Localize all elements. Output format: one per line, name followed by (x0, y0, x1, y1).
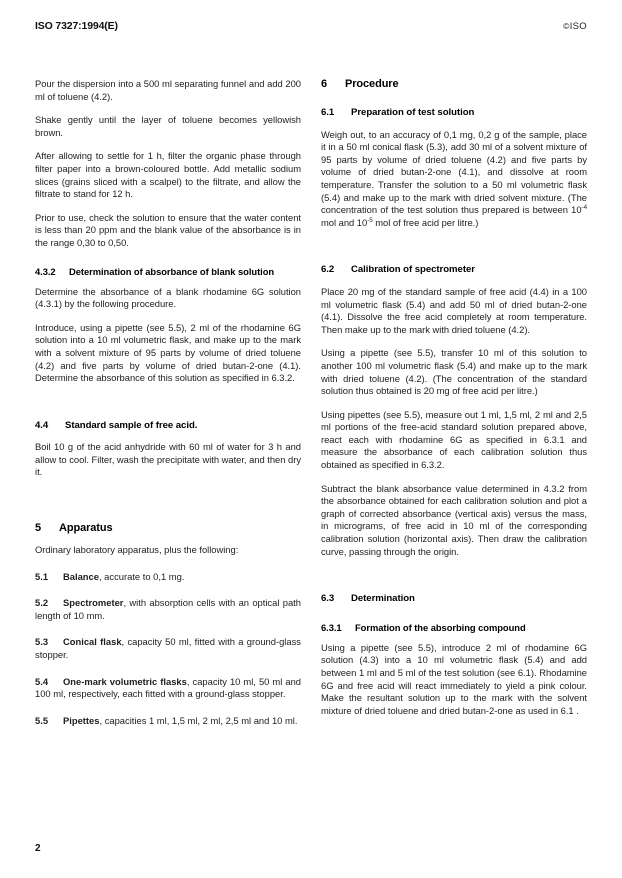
heading-clause-6 (321, 78, 587, 90)
two-column-body (35, 78, 587, 818)
clause-title-suffix: . (194, 419, 198, 431)
clause-number: 4.4 (35, 419, 49, 431)
item-description: , capacities 1 ml, 1,5 ml, 2 ml, 2,5 ml and 10 ml. (99, 714, 298, 726)
paragraph: Using pipettes (see 5.5), measure out 1 ml, 1,5 ml, 2 ml and 2,5 ml portions of the free-acid standard solution prepared above, react each with rhodamine 6G as specified in 6.3.1 and measure the absorbance of each calibration solution thus obtained as specified in 6.3.2. (321, 408, 587, 471)
paragraph: Pour the dispersion into a 500 ml separating funnel and add 200 ml of toluene (4.2). (35, 78, 301, 102)
clause-title: Determination (351, 593, 415, 605)
item-name: Spectrometer (63, 597, 124, 609)
standard-reference: ISO 7327:1994(E) (35, 20, 118, 32)
heading-6-3-1 (321, 622, 587, 633)
paragraph: Introduce, using a pipette (see 5.5), 2 ml of the rhodamine 6G solution into a 10 ml volumetric flask, and make up to the mark with a solvent mixture of 95 parts by volume of dried toluene (4.2) and five parts by volume of dried butan-2-one (4.1). Determine the absorbance of this solution as specified in 6.3.2. (35, 321, 301, 384)
paragraph: Subtract the blank absorbance value determined in 4.3.2 from the absorbance obtained for each calibration solution and plot a graph of corrected absorbance (vertical axis) versus the mass, in micrograms, of free acid in 10 ml of the corresponding calibration solution (horizontal axis). Then draw the calibration curve, passing through the origin. (321, 482, 587, 557)
paragraph-text-part-3: mol of free acid per litre.) (372, 216, 479, 228)
spacer (321, 240, 587, 247)
item-name: Pipettes (63, 714, 100, 726)
apparatus-item-5-3 (35, 636, 301, 661)
running-head (35, 20, 587, 34)
apparatus-item-5-5 (35, 715, 301, 728)
heading-6-3 (321, 593, 587, 606)
item-description: , accurate to 0,1 mg. (98, 570, 185, 582)
clause-number: 6.2 (321, 264, 335, 276)
heading-6-2 (321, 264, 587, 277)
clause-number: 6 (321, 78, 328, 90)
paragraph: Using a pipette (see 5.5), transfer 10 ml of this solution to another 100 ml volumetric flask (5.4) and make up to the mark with dried toluene (4.2). (The concentration of the standard solution thus obtained is 20 mg of free acid per litre.) (321, 347, 587, 397)
clause-title: Preparation of test solution (351, 107, 475, 118)
copyright-symbol: © (563, 20, 570, 31)
apparatus-intro: Ordinary laboratory apparatus, plus the following: (35, 544, 239, 556)
exponent-minus-five: -5 (367, 216, 373, 224)
item-description: , capacity 10 ml, 50 ml and 100 ml, respectively, each fitted with a ground-glass stopper. (35, 675, 301, 700)
item-number: 5.3 (35, 636, 49, 648)
right-column (321, 78, 587, 818)
page-number: 2 (35, 843, 41, 854)
heading-4-3-2 (35, 266, 301, 277)
item-number: 5.5 (35, 714, 49, 726)
spacer (35, 396, 301, 403)
clause-title: Determination of absorbance of blank solution (69, 265, 275, 277)
heading-4-4 (35, 420, 301, 433)
item-number: 5.4 (35, 675, 49, 687)
heading-6-1 (321, 107, 587, 120)
spacer (321, 569, 587, 576)
paragraph-with-exponents (321, 129, 587, 230)
clause-title: Formation of the absorbing compound (355, 621, 526, 633)
paragraph: Using a pipette (see 5.5), introduce 2 ml of rhodamine 6G solution (4.3) into a 10 ml volumetric flask (5.4) and add between 1 ml and 5 ml of the test solution (see 6.1). Rhodamine 6G and free acid will react immediately to yield a pink colour. Make the resultant solution up to the mark with the solvent mixture of dried toluene and dried butan-2-one as used in 6.1 . (321, 641, 587, 716)
item-number: 5.1 (35, 570, 49, 582)
clause-title: Procedure (345, 78, 399, 90)
copyright-owner: ISO (569, 21, 587, 32)
exponent-minus-four: -4 (581, 204, 587, 212)
apparatus-item-5-1 (35, 571, 301, 584)
spacer (35, 490, 301, 503)
paragraph: Shake gently until the layer of toluene becomes yellowish brown. (35, 114, 301, 138)
item-name: Conical flask (63, 636, 122, 648)
item-name: Balance (63, 570, 99, 582)
paragraph-text-part-2: mol and 10 (321, 216, 368, 228)
clause-number: 5 (35, 522, 42, 535)
apparatus-item-5-2 (35, 597, 301, 622)
item-name: One-mark volumetric flasks (63, 675, 187, 687)
item-description: , with absorption cells with an optical path length of 10 mm. (35, 597, 301, 621)
item-description: , capacity 50 ml, fitted with a ground-glass stopper. (35, 636, 301, 661)
left-column (35, 78, 301, 818)
clause-title: Apparatus (59, 522, 113, 535)
paragraph: Boil 10 g of the acid anhydride with 60 ml of water for 3 h and allow to cool. Filter, wash the precipitate with water, and then dry it. (35, 441, 301, 478)
paragraph: Place 20 mg of the standard sample of free acid (4.4) in a 100 ml volumetric flask (5.4) and add 50 ml of dried butan-2-one (4.1). Dissolve the free acid completely at room temperature. Then make up to the mark with dried toluene (4.2). (321, 285, 587, 335)
paragraph: Determine the absorbance of a blank rhodamine 6G solution (4.3.1) by the following procedure. (35, 285, 301, 310)
copyright-notice (563, 21, 587, 32)
clause-number: 4.3.2 (35, 265, 56, 277)
clause-number: 6.1 (321, 107, 335, 118)
heading-clause-5 (35, 522, 301, 534)
clause-number: 6.3 (321, 593, 335, 605)
clause-title: Calibration of spectrometer (351, 264, 475, 276)
paragraph-text-part-1: Weigh out, to an accuracy of 0,1 mg, 0,2 g of the sample, place it in a 50 ml conical flask (5.3), add 30 ml of a solvent mixture of 95 parts by volume of dried toluene (4.2) and five parts by volume of dried butan-2-one (4.1), and dissolve at room temperature. Transfer the solution to a 50 ml volumetric flask (5.4) and make up to the mark with dried solvent mixture. (The concentration of the test solution thus prepared is between 10 (321, 128, 587, 216)
paragraph: Prior to use, check the solution to ensure that the water content is less than 20 ppm and the blank value of the absorbance is in the range 0,30 to 0,50. (35, 211, 301, 248)
paragraph: After allowing to settle for 1 h, filter the organic phase through filter paper into a brown-coloured bottle. Add metallic sodium slices (grains sliced with a scalpel) to the filtrate, and allow the filtrate to stand for 12 h. (35, 150, 301, 200)
item-number: 5.2 (35, 597, 49, 609)
clause-number: 6.3.1 (321, 621, 342, 633)
clause-title: Standard sample of free acid (65, 419, 195, 431)
apparatus-item-5-4 (35, 676, 301, 701)
